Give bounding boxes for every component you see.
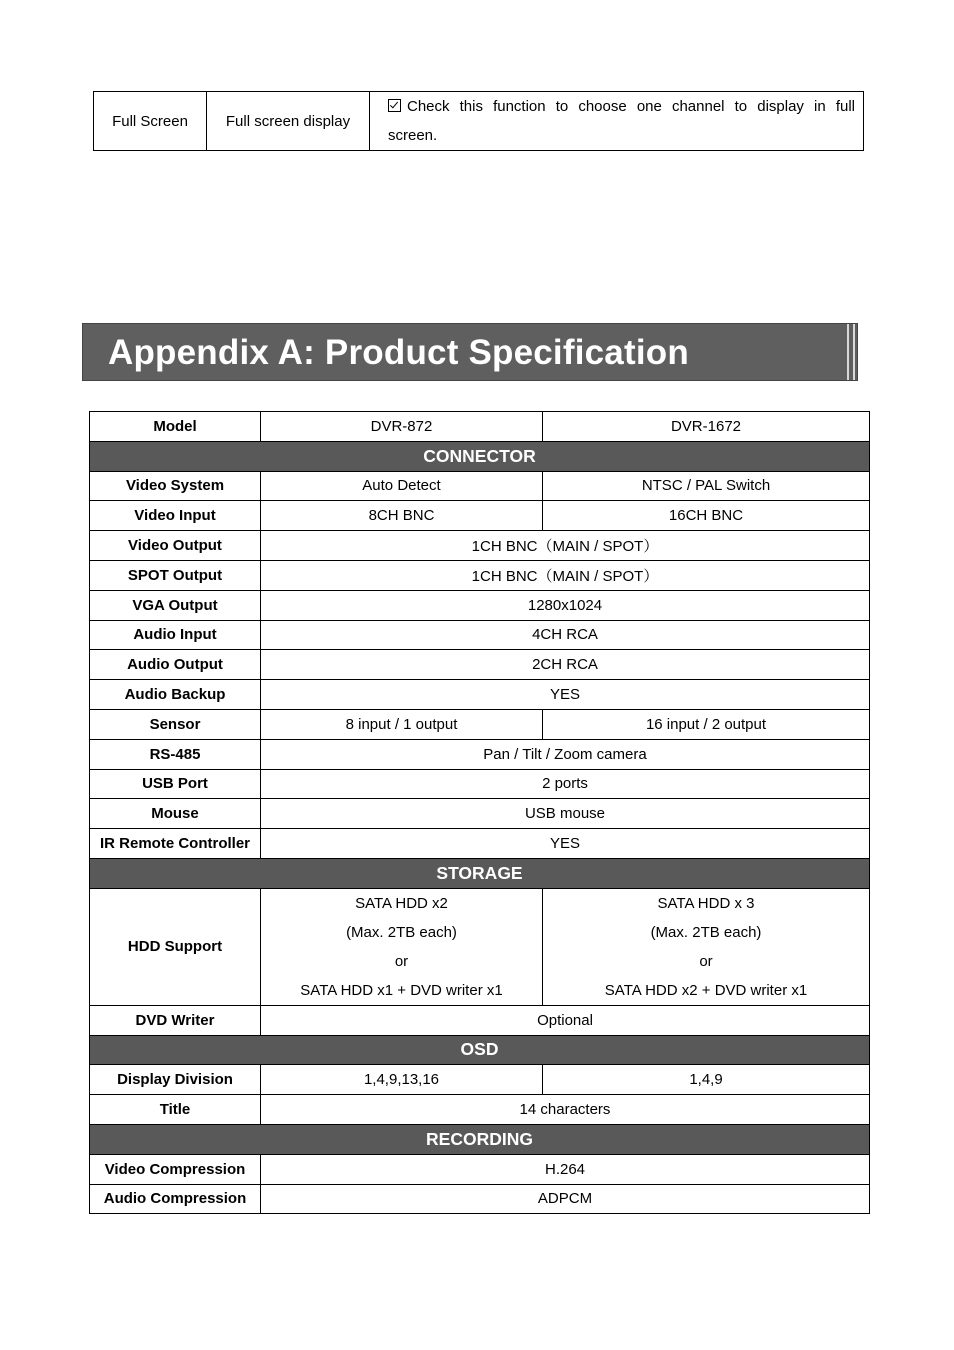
banner-stripe [853, 324, 855, 380]
display-division-b: 1,4,9 [543, 1065, 870, 1095]
ir-remote-value: YES [261, 829, 870, 859]
video-input-b: 16CH BNC [543, 501, 870, 531]
model-b: DVR-1672 [543, 412, 870, 442]
table-row [90, 769, 870, 799]
hdd-b-line: (Max. 2TB each) [650, 923, 762, 941]
video-system-label: Video System [90, 471, 261, 501]
audio-input-value: 4CH RCA [261, 620, 870, 650]
hdd-b-line: SATA HDD x2 + DVD writer x1 [604, 981, 808, 999]
audio-input-label: Audio Input [90, 620, 261, 650]
description-line-2: screen. [388, 127, 438, 144]
table-row [90, 1154, 870, 1184]
display-division-label: Display Division [90, 1065, 261, 1095]
hdd-a-line: SATA HDD x1 + DVD writer x1 [300, 981, 503, 999]
vga-output-label: VGA Output [90, 590, 261, 620]
ir-remote-label: IR Remote Controller [90, 829, 261, 859]
sensor-label: Sensor [90, 709, 261, 739]
table-row [90, 829, 870, 859]
appendix-banner [82, 323, 858, 381]
video-output-label: Video Output [90, 531, 261, 561]
table-row [90, 560, 870, 590]
spot-output-value: 1CH BNC（MAIN / SPOT） [261, 560, 870, 590]
video-system-a: Auto Detect [261, 471, 543, 501]
osd-section-title: OSD [90, 1035, 870, 1065]
section-row [90, 1124, 870, 1154]
table-row [90, 650, 870, 680]
video-input-a: 8CH BNC [261, 501, 543, 531]
dvd-writer-value: Optional [261, 1005, 870, 1035]
hdd-b-line: SATA HDD x 3 [657, 894, 755, 912]
table-row [90, 620, 870, 650]
audio-compression-value: ADPCM [261, 1184, 870, 1214]
vga-output-value: 1280x1024 [261, 590, 870, 620]
appendix-title: Appendix A: Product Specification [108, 333, 689, 372]
table-row [90, 1065, 870, 1095]
storage-section-title: STORAGE [90, 858, 870, 888]
hdd-b-line: or [699, 952, 713, 970]
table-row [90, 501, 870, 531]
usb-port-label: USB Port [90, 769, 261, 799]
video-compression-label: Video Compression [90, 1154, 261, 1184]
video-input-label: Video Input [90, 501, 261, 531]
hdd-a-line: (Max. 2TB each) [346, 923, 457, 941]
audio-backup-value: YES [261, 680, 870, 710]
sensor-a: 8 input / 1 output [261, 709, 543, 739]
description-line-1: Check this function to choose one channel to display in full [407, 98, 855, 115]
title-label: Title [90, 1095, 261, 1125]
section-row [90, 858, 870, 888]
table-row [90, 1184, 870, 1214]
connector-section-title: CONNECTOR [90, 441, 870, 471]
hdd-a-line: SATA HDD x2 [355, 894, 448, 912]
section-row [90, 1035, 870, 1065]
table-row [90, 739, 870, 769]
table-row [90, 1005, 870, 1035]
hdd-support-label: HDD Support [90, 888, 261, 1005]
table-row [90, 888, 870, 1005]
table-row [94, 92, 864, 151]
full-screen-table [93, 91, 864, 151]
mouse-value: USB mouse [261, 799, 870, 829]
sensor-b: 16 input / 2 output [543, 709, 870, 739]
rs485-label: RS-485 [90, 739, 261, 769]
title-value: 14 characters [261, 1095, 870, 1125]
audio-output-value: 2CH RCA [261, 650, 870, 680]
table-row [90, 471, 870, 501]
function-summary: Full screen display [207, 92, 370, 151]
table-row [90, 590, 870, 620]
mouse-label: Mouse [90, 799, 261, 829]
hdd-a-line: or [394, 952, 409, 970]
section-row [90, 441, 870, 471]
table-row [90, 1095, 870, 1125]
spot-output-label: SPOT Output [90, 560, 261, 590]
audio-backup-label: Audio Backup [90, 680, 261, 710]
model-label: Model [90, 412, 261, 442]
video-compression-value: H.264 [261, 1154, 870, 1184]
table-row [90, 680, 870, 710]
function-name: Full Screen [94, 92, 207, 151]
display-division-a: 1,4,9,13,16 [261, 1065, 543, 1095]
video-output-value: 1CH BNC（MAIN / SPOT） [261, 531, 870, 561]
spec-table [89, 411, 870, 1214]
hdd-support-a [261, 888, 543, 1005]
checkbox-icon [388, 99, 401, 112]
table-row [90, 531, 870, 561]
usb-port-value: 2 ports [261, 769, 870, 799]
dvd-writer-label: DVD Writer [90, 1005, 261, 1035]
recording-section-title: RECORDING [90, 1124, 870, 1154]
model-a: DVR-872 [261, 412, 543, 442]
function-description [370, 92, 864, 151]
video-system-b: NTSC / PAL Switch [543, 471, 870, 501]
audio-output-label: Audio Output [90, 650, 261, 680]
table-row [90, 709, 870, 739]
rs485-value: Pan / Tilt / Zoom camera [261, 739, 870, 769]
table-row [90, 799, 870, 829]
banner-stripe [847, 324, 849, 380]
table-row [90, 412, 870, 442]
hdd-support-b [543, 888, 870, 1005]
audio-compression-label: Audio Compression [90, 1184, 261, 1214]
